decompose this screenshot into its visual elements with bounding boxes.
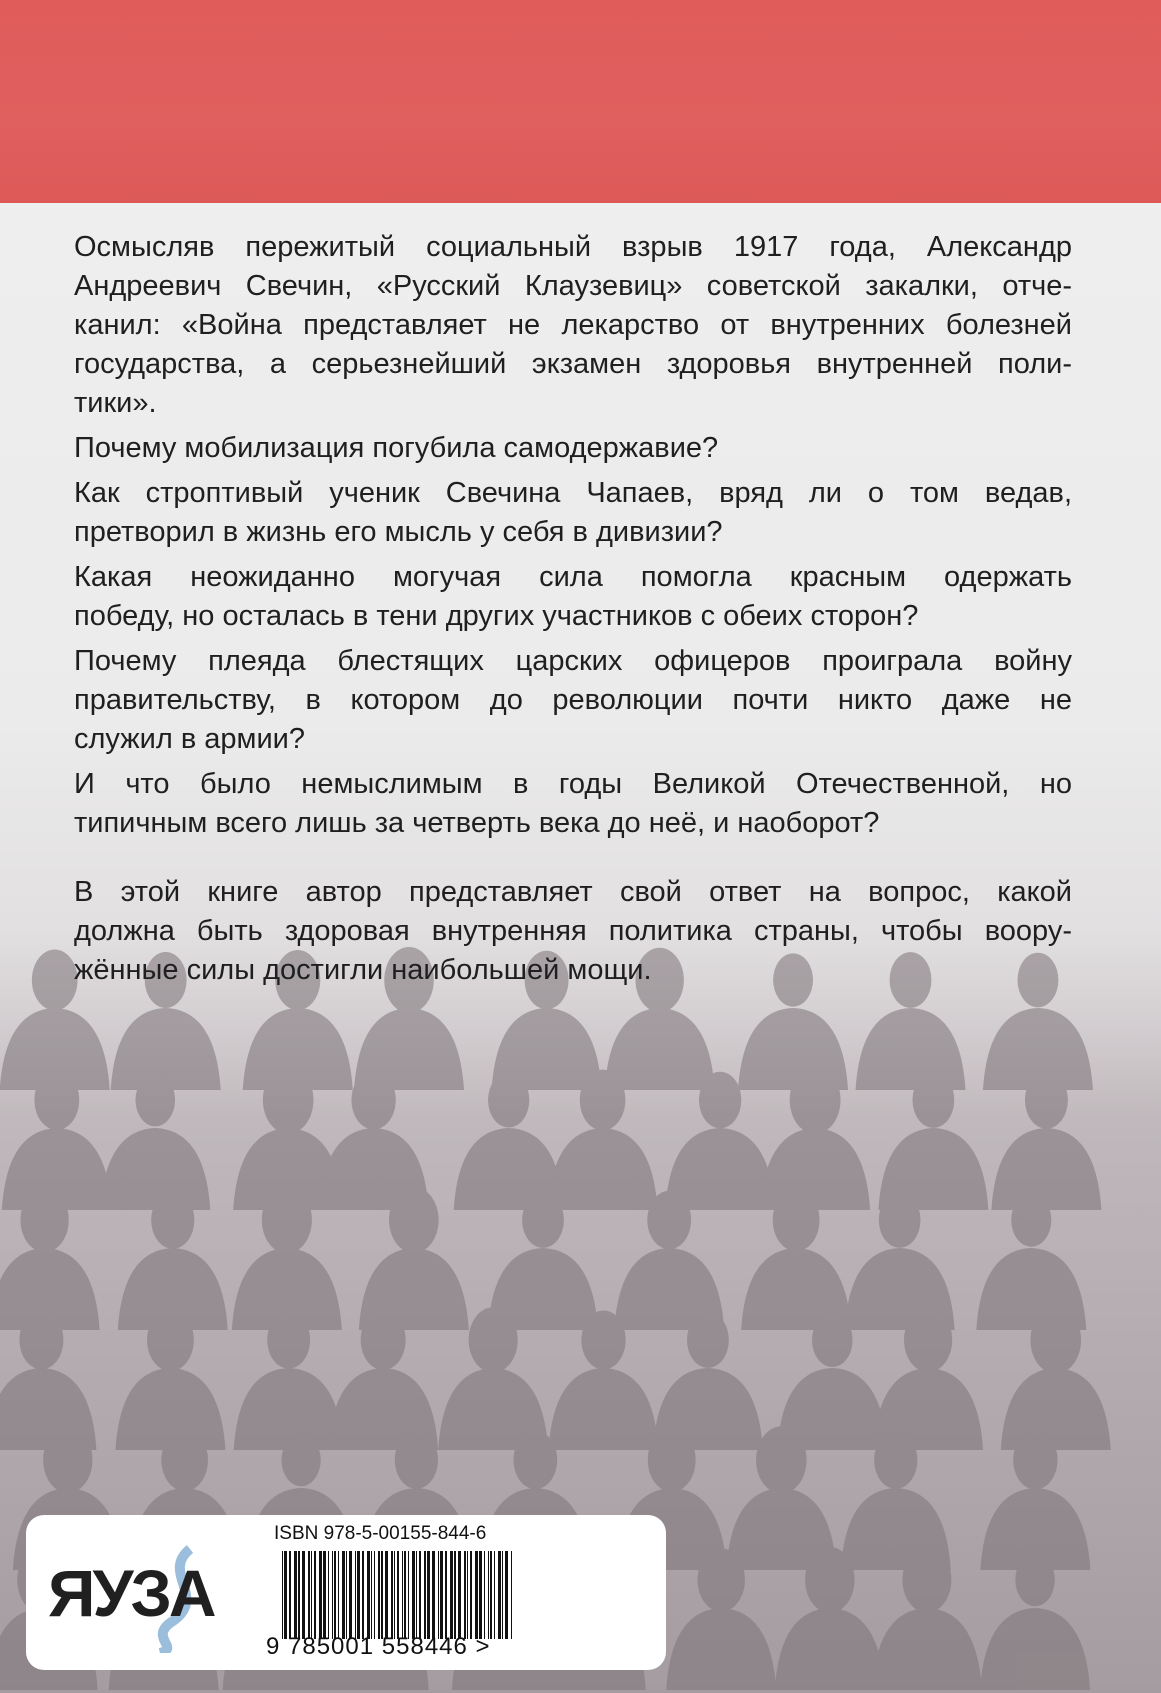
barcode-bar bbox=[419, 1551, 421, 1639]
barcode-bar bbox=[502, 1551, 503, 1639]
soldier-head bbox=[513, 1431, 557, 1489]
soldier-head bbox=[773, 1189, 820, 1251]
publisher-isbn-box bbox=[26, 1515, 666, 1670]
barcode-bar bbox=[349, 1551, 352, 1639]
barcode-bar bbox=[458, 1551, 461, 1639]
soldier-head bbox=[912, 1072, 954, 1128]
barcode-bar bbox=[402, 1551, 403, 1639]
barcode-bar bbox=[302, 1551, 305, 1639]
soldier-head bbox=[43, 1427, 92, 1493]
barcode-bar bbox=[328, 1551, 329, 1639]
text-line: Андреевич Свечин, «Русский Клаузевиц» советской закалки, отче- bbox=[74, 270, 1072, 302]
soldier-head bbox=[699, 1072, 741, 1128]
barcode-bar bbox=[427, 1551, 430, 1639]
barcode-bar bbox=[308, 1551, 310, 1639]
barcode-bar bbox=[314, 1551, 316, 1639]
soldier-head bbox=[34, 1070, 79, 1130]
text-line: должна быть здоровая внутренняя политика страны, чтобы воору- bbox=[74, 915, 1072, 947]
barcode-bar bbox=[479, 1551, 482, 1639]
text-line: правительству, в котором до революции почти никто даже не bbox=[74, 684, 1072, 716]
publisher-logo-text: ЯУЗА bbox=[48, 1556, 214, 1630]
barcode-bar bbox=[475, 1551, 478, 1639]
barcode-bar bbox=[371, 1551, 372, 1639]
barcode-bar bbox=[505, 1551, 508, 1639]
barcode-digits: 9 785001 558446 > bbox=[266, 1633, 491, 1660]
soldier-head bbox=[19, 1311, 63, 1370]
barcode-bar bbox=[282, 1551, 283, 1639]
barcode-bar bbox=[488, 1551, 489, 1639]
soldier-head bbox=[902, 1547, 951, 1612]
barcode-bar bbox=[374, 1551, 375, 1639]
barcode-bar bbox=[511, 1551, 512, 1639]
barcode-bar bbox=[404, 1551, 406, 1639]
isbn-label: ISBN 978-5-00155-844-6 bbox=[274, 1523, 487, 1544]
soldier-head bbox=[389, 1187, 439, 1253]
soldier-head bbox=[1025, 1071, 1068, 1128]
barcode-bar bbox=[332, 1551, 333, 1639]
barcode-bar bbox=[319, 1551, 322, 1639]
soldier-head bbox=[805, 1547, 854, 1613]
text-line: Как строптивый ученик Свечина Чапаев, вряд ли о том ведав, bbox=[74, 477, 1072, 509]
soldier-head bbox=[790, 1066, 841, 1134]
text-line: жённые силы достигли наибольшей мощи. bbox=[74, 954, 652, 986]
soldier-head bbox=[147, 1309, 194, 1371]
soldier-head bbox=[32, 950, 78, 1011]
text-line: тики». bbox=[74, 387, 157, 419]
barcode-bar bbox=[381, 1551, 383, 1639]
barcode-bar bbox=[298, 1551, 300, 1639]
barcode-bar bbox=[440, 1551, 443, 1639]
soldier-head bbox=[488, 1072, 529, 1127]
barcode-bar bbox=[438, 1551, 439, 1639]
barcode-bar bbox=[494, 1551, 495, 1639]
barcode-bar bbox=[284, 1551, 287, 1639]
barcode-bar bbox=[323, 1551, 326, 1639]
soldier-head bbox=[648, 1428, 696, 1492]
text-line: Почему мобилизация погубила самодержавие? bbox=[74, 432, 719, 464]
barcode-bar bbox=[357, 1551, 360, 1639]
barcode-bar bbox=[346, 1551, 347, 1639]
text-line: В этой книге автор представляет свой ответ на вопрос, какой bbox=[74, 876, 1072, 908]
soldier-head bbox=[351, 1070, 395, 1129]
soldier-head bbox=[395, 1431, 438, 1489]
soldier-head bbox=[135, 1074, 175, 1127]
soldier-head bbox=[698, 1548, 745, 1611]
soldier-head bbox=[161, 1429, 208, 1491]
soldier-head bbox=[361, 1310, 406, 1370]
barcode-bar bbox=[394, 1551, 395, 1639]
barcode-bar bbox=[490, 1551, 492, 1639]
barcode-bar bbox=[294, 1551, 297, 1639]
paragraph bbox=[72, 873, 1072, 990]
text-line: канил: «Война представляет не лекарство от внутренних болезней bbox=[74, 309, 1072, 341]
text-line: И что было немыслимым в годы Великой Отечественной, но bbox=[74, 768, 1072, 800]
barcode-bar bbox=[498, 1551, 501, 1639]
barcode-bar bbox=[391, 1551, 393, 1639]
barcode-bar bbox=[355, 1551, 356, 1639]
barcode-bar bbox=[467, 1551, 468, 1639]
barcode-bar bbox=[378, 1551, 380, 1639]
barcode-bar bbox=[464, 1551, 466, 1639]
paragraph bbox=[72, 558, 1072, 636]
soldier-head bbox=[1011, 1193, 1051, 1246]
soldier-head bbox=[580, 1070, 626, 1131]
paragraph bbox=[72, 765, 1072, 843]
text-line: победу, но осталась в тени других участников с обеих сторон? bbox=[74, 600, 919, 632]
soldier-head bbox=[522, 1192, 564, 1248]
soldier-head bbox=[756, 1426, 806, 1493]
description-text bbox=[72, 228, 1072, 996]
barcode-bar bbox=[334, 1551, 336, 1639]
barcode-bar bbox=[362, 1551, 364, 1639]
paragraph-gap bbox=[72, 849, 1072, 873]
soldier-head bbox=[581, 1310, 625, 1369]
text-line: Почему плеяда блестящих царских офицеров проиграла войну bbox=[74, 645, 1072, 677]
soldier-head bbox=[1015, 1554, 1054, 1607]
barcode-bar bbox=[450, 1551, 453, 1639]
barcode-bar bbox=[367, 1551, 370, 1639]
soldier-head bbox=[1013, 1430, 1057, 1489]
soldier-head bbox=[469, 1307, 518, 1372]
barcode-bar bbox=[342, 1551, 345, 1639]
paragraph bbox=[72, 429, 1072, 468]
soldier-head bbox=[647, 1191, 691, 1249]
barcode-bar bbox=[424, 1551, 426, 1639]
barcode-bar bbox=[385, 1551, 388, 1639]
text-line: Какая неожиданно могучая сила помогла красным одержать bbox=[74, 561, 1072, 593]
soldier-head bbox=[1030, 1306, 1081, 1373]
paragraph bbox=[72, 228, 1072, 423]
soldier-head bbox=[20, 1188, 68, 1252]
paragraph bbox=[72, 474, 1072, 552]
barcode-bar bbox=[432, 1551, 435, 1639]
barcode-bar bbox=[397, 1551, 399, 1639]
barcode-bar bbox=[289, 1551, 291, 1639]
barcode-bar bbox=[311, 1551, 312, 1639]
soldier-head bbox=[263, 1066, 314, 1134]
soldier-head bbox=[812, 1313, 853, 1367]
soldier-head bbox=[879, 1192, 921, 1248]
soldier-head bbox=[904, 1308, 952, 1372]
text-line: государства, а серьезнейший экзамен здоровья внутренней поли- bbox=[74, 348, 1072, 380]
barcode-bar bbox=[338, 1551, 339, 1639]
text-line: служил в армии? bbox=[74, 723, 306, 755]
barcode-bar bbox=[484, 1551, 485, 1639]
soldier-head bbox=[262, 1187, 312, 1254]
barcode-bar bbox=[416, 1551, 417, 1639]
barcode-bar bbox=[408, 1551, 409, 1639]
barcode-bar bbox=[454, 1551, 456, 1639]
isbn-barcode bbox=[274, 1551, 654, 1639]
paragraph bbox=[72, 642, 1072, 759]
text-line: типичным всего лишь за четверть века до неё, и наоборот? bbox=[74, 807, 880, 839]
soldier-head bbox=[151, 1191, 194, 1249]
barcode-bar bbox=[445, 1551, 447, 1639]
soldier-head bbox=[281, 1434, 320, 1486]
red-top-band bbox=[0, 0, 1161, 203]
barcode-bar bbox=[470, 1551, 472, 1639]
barcode-bar bbox=[412, 1551, 415, 1639]
text-line: претворил в жизнь его мысль у себя в дивизии? bbox=[74, 516, 723, 548]
soldier-head bbox=[874, 1431, 917, 1489]
soldier-head bbox=[687, 1312, 729, 1368]
soldier-head bbox=[267, 1311, 310, 1368]
text-line: Осмысляв пережитый социальный взрыв 1917 года, Александр bbox=[74, 231, 1072, 263]
